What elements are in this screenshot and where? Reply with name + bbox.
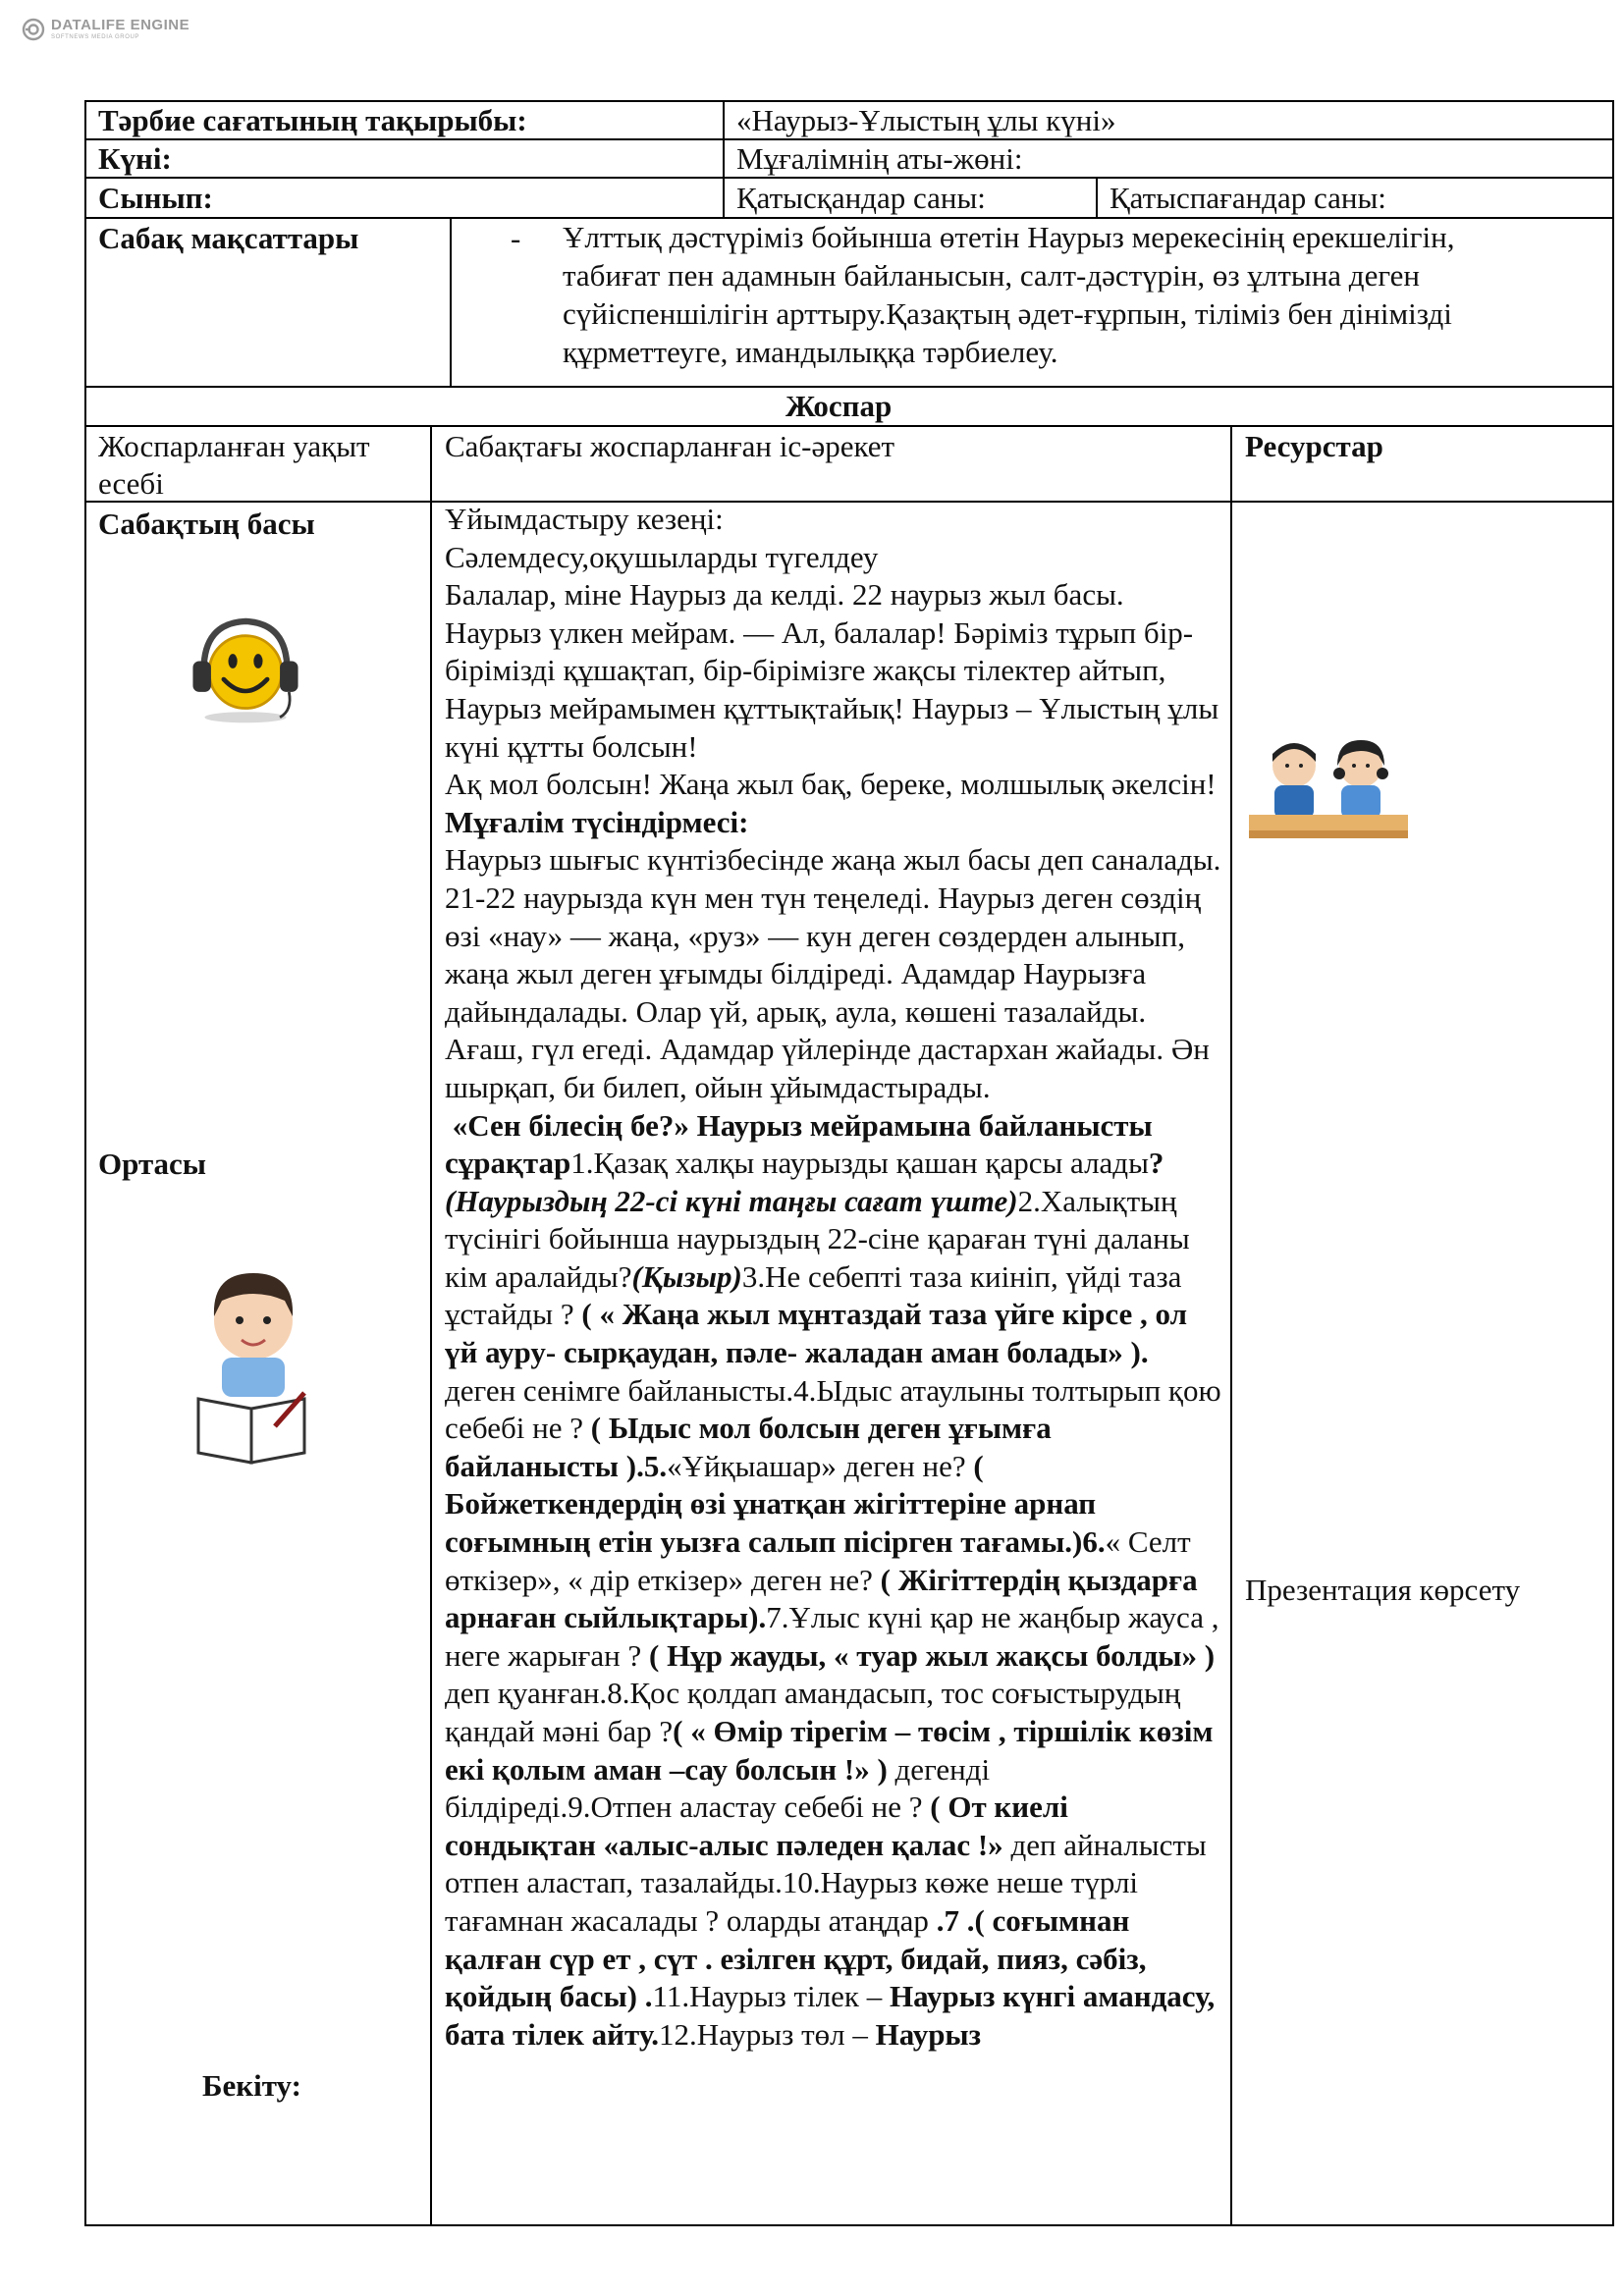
col-time-header-line1: Жоспарланған уақыт (98, 429, 370, 463)
plan-col-divider-2 (1230, 425, 1232, 2226)
answer-4: ( Ыдыс мол болсын деген ұғымға байланысты ). (445, 1411, 1052, 1483)
question-12: 12.Наурыз төл – (658, 2016, 876, 2052)
resource-presentation: Презентация көрсету (1245, 1573, 1521, 1607)
answer-11: Наурыз күнгі амандасу, бата тілек айту. (445, 1979, 1216, 2052)
question-11: 11.Наурыз тілек – (652, 1979, 890, 2014)
org-stage-line: Ұйымдастыру кезеңі: (445, 502, 724, 536)
watermark-subtitle: SOFTNEWS MEDIA GROUP (51, 34, 140, 40)
question-1-mark: ? (1148, 1146, 1164, 1181)
answer-12: Наурыз (875, 2016, 982, 2052)
quiz-paragraph (445, 1107, 1222, 2055)
quiz-title: «Сен білесің бе?» Наурыз мейрамына байланысты сұрақтар (445, 1107, 1153, 1181)
goals-line: табиғат пен адамнын байланысын, салт-дәстүрін, өз ұлтына деген (563, 258, 1420, 293)
answer-8: ( « Өмір тірегім – төсім , тіршілік көзім екі қолым аман –сау болсын !» ) (445, 1714, 1214, 1787)
watermark-logo (22, 18, 189, 41)
goals-line: құрметтеуге, имандылыққа тәрбиелеу. (563, 335, 1058, 369)
question-9: 9.Отпен аластау себебі не ? (568, 1789, 931, 1825)
header-count-divider (1096, 177, 1098, 217)
answer-3: ( « Жаңа жыл мұнтаздай таза үйге кірсе , ол үй ауру- сырқаудан, пәле- жаладан аман болады» ). (445, 1297, 1188, 1370)
plan-title-divider (84, 425, 1614, 427)
greeting-line: Сәлемдесу,оқушыларды түгелдеу (445, 539, 879, 574)
topic-label: Тәрбие сағатының тақырыбы: (98, 103, 527, 137)
question-3-tail: деген сенімге байланысты. (445, 1372, 794, 1408)
question-2: 2.Халықтың түсінігі бойынша наурыздың 22-сіне қараған түні даланы кім аралайды? (445, 1183, 1190, 1294)
stage-start-label: Сабақтың басы (98, 507, 315, 541)
teacher-explanation-label: Мұғалім түсіндірмесі: (445, 804, 749, 839)
answer-10: .7 .( соғымнан қалған сүр ет , сүт . езілген құрт, бидай, пияз, сәбіз, қойдың басы) . (445, 1902, 1147, 2014)
answer-6: ( Жігіттердің қыздарға арнаған сыйлықтары). (445, 1562, 1198, 1635)
goals-line: сүйіспеншілігін арттыру.Қазақтың әдет-ғұрпын, тіліміз бен дінімізді (563, 296, 1452, 331)
question-7-tail: деп қуанған. (445, 1676, 608, 1711)
activity-text (445, 501, 1222, 2054)
smiley-headphones-icon (182, 609, 309, 726)
question-1: 1.Қазақ халқы наурызды қашан қарсы алады (570, 1146, 1149, 1181)
col-resources-header: Ресурстар (1245, 429, 1383, 463)
answer-2: (Қызыр) (631, 1258, 742, 1294)
class-label: Сынып: (98, 181, 213, 215)
wish-text: Ақ мол болсын! Жаңа жыл бақ, береке, молшылық әкелсін! (445, 767, 1217, 802)
answer-5: ( Бойжеткендердің өзі ұнатқан жігіттеріне арнап соғымның етін уызға салып пісірген тағамы.)6. (445, 1448, 1106, 1560)
col-activity-header: Сабақтағы жоспарланған іс-әрекет (445, 429, 895, 463)
topic-value: «Наурыз-Ұлыстың ұлы күні» (736, 103, 1116, 137)
stage-end-label: Бекіту: (202, 2068, 301, 2103)
goals-label: Сабақ мақсаттары (98, 221, 359, 255)
answer-7: ( Нұр жауды, « туар жыл жақсы болды» ) (649, 1637, 1216, 1673)
wish-paragraph (445, 766, 1222, 841)
goals-text (563, 218, 1544, 371)
question-7: 7.Ұлыс күні қар не жаңбыр жауса , неге жарыған ? (445, 1600, 1219, 1673)
question-9-tail: деп айналысты отпен аластап, тазалайды. (445, 1827, 1207, 1900)
boy-reading-icon (194, 1261, 312, 1468)
question-5: «Ұйқыашар» деген не? (667, 1448, 974, 1483)
datalife-logo-icon (22, 18, 45, 41)
goals-dash: - (511, 221, 521, 255)
watermark-name: DATALIFE ENGINE (51, 17, 190, 33)
present-count-label: Қатысқандар саны: (736, 181, 986, 215)
explanation-paragraph: Наурыз шығыс күнтізбесінде жаңа жыл басы деп саналады. 21-22 наурызда күн мен түн теңеледі. Наурыз деген сөздің өзі «нау» — жаңа, «руз» — кун деген сөздерден алынып, жаңа жыл деген ұғымды білдіреді. Адамдар Наурызға дайындалады. Олар үй, арық, аула, көшені тазалайды. Ағаш, гүл егеді. Адамдар үйлерінде дастархан жайады. Ән шырқап, би билеп, ойын ұйымдастырады. (445, 842, 1221, 1104)
question-3: 3.Не себепті таза киініп, үйді таза ұстайды ? (445, 1258, 1182, 1332)
goals-col-divider (450, 217, 452, 388)
question-8-tail: дегенді білдіреді. (445, 1751, 991, 1825)
question-4: 4.Ыдыс атаулыны толтырып қою себебі не ? (445, 1372, 1221, 1446)
greeting-paragraph: Балалар, міне Наурыз да келді. 22 наурыз жыл басы. Наурыз үлкен мейрам. — Ал, балалар! Бәріміз тұрып бір-бірімізді құшақтап, бір-бірімізге жақсы тілектер айтып, Наурыз мейрамымен құттықтайық! Наурыз – Ұлыстың ұлы күні құтты болсын! (445, 577, 1219, 764)
teacher-label: Мұғалімнің аты-жөні: (736, 141, 1023, 176)
goals-line: Ұлттық дәстүріміз бойынша өтетін Наурыз мерекесінің ерекшелігін, (563, 220, 1455, 254)
absent-count-label: Қатыспағандар саны: (1110, 181, 1386, 215)
question-8: 8.Қос қолдап амандасып, тос соғыстырудың қандай мәні бар ? (445, 1676, 1181, 1748)
plan-title: Жоспар (785, 389, 893, 423)
question-10: 10.Наурыз көже неше түрлі тағамнан жасалады ? оларды атаңдар (445, 1865, 1139, 1938)
question-6: « Селт өткізер», « дір еткізер» деген не? (445, 1524, 1191, 1597)
students-at-desk-icon (1245, 736, 1412, 844)
stage-middle-label: Ортасы (98, 1147, 207, 1181)
plan-col-divider-1 (430, 425, 432, 2226)
col-time-header-line2: есебі (98, 466, 164, 501)
answer-1: (Наурыздың 22-сі күні таңғы сағат үште) (445, 1183, 1018, 1218)
answer-9: ( От киелі сондықтан «алыс-алыс пәледен қалас !» (445, 1789, 1068, 1862)
date-label: Күні: (98, 141, 172, 176)
question-5-number: 5. (643, 1448, 668, 1483)
header-col-divider (723, 100, 725, 217)
